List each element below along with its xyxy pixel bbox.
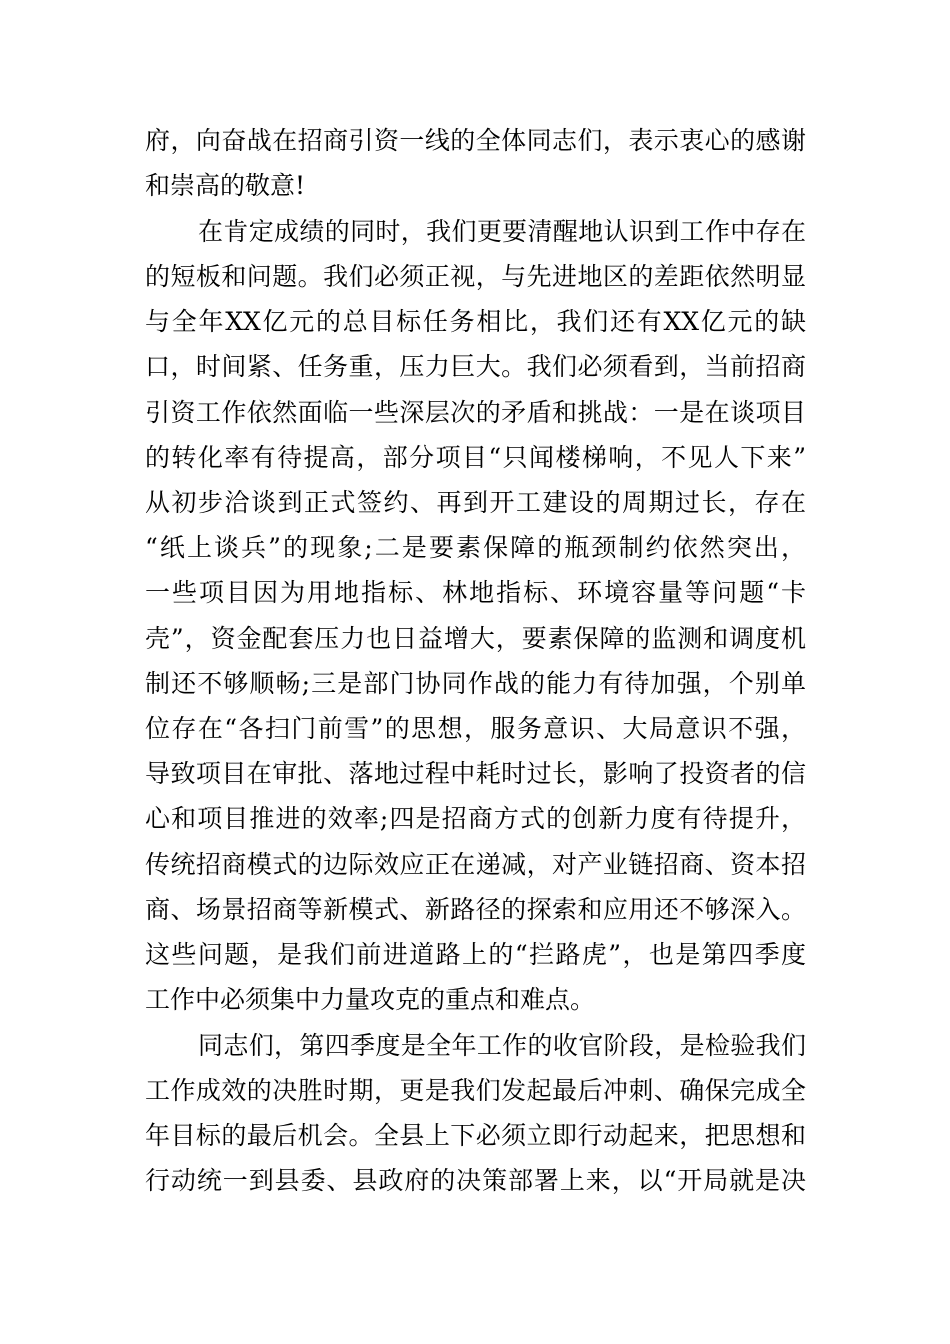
text-line: 和崇高的敬意! [145,171,306,200]
text-line: 口，时间紧、任务重，压力巨大。我们必须看到，当前招商 [145,352,806,381]
text-line: 与全年XX亿元的总目标任务相比，我们还有XX亿元的缺 [145,307,806,336]
text-line: 工作成效的决胜时期，更是我们发起最后冲刺、确保完成全 [145,1076,806,1105]
text-line: 年目标的最后机会。全县上下必须立即行动起来，把思想和 [145,1121,806,1150]
text-line: 的转化率有待提高，部分项目“只闻楼梯响，不见人下来” [145,443,806,472]
text-line: 制还不够顺畅;三是部门协同作战的能力有待加强，个别单 [145,669,806,698]
text-line: 在肯定成绩的同时，我们更要清醒地认识到工作中存在 [198,217,806,246]
text-line: 这些问题，是我们前进道路上的“拦路虎”，也是第四季度 [145,940,806,969]
text-line: 导致项目在审批、落地过程中耗时过长，影响了投资者的信 [145,759,806,788]
text-line: 传统招商模式的边际效应正在递减，对产业链招商、资本招 [145,850,806,879]
text-line: 府，向奋战在招商引资一线的全体同志们，表示衷心的感谢 [145,126,806,155]
text-line: 行动统一到县委、县政府的决策部署上来，以“开局就是决 [145,1166,806,1195]
text-line: 的短板和问题。我们必须正视，与先进地区的差距依然明显 [145,262,806,291]
text-line: 壳”，资金配套压力也日益增大，要素保障的监测和调度机 [145,624,806,653]
text-line: 同志们，第四季度是全年工作的收官阶段，是检验我们 [198,1031,806,1060]
text-line: 心和项目推进的效率;四是招商方式的创新力度有待提升， [145,804,806,833]
text-line: 引资工作依然面临一些深层次的矛盾和挑战：一是在谈项目 [145,398,806,427]
text-line: 一些项目因为用地指标、林地指标、环境容量等问题“卡 [145,578,806,607]
text-line: “纸上谈兵”的现象;二是要素保障的瓶颈制约依然突出， [145,533,806,562]
text-line: 商、场景招商等新模式、新路径的探索和应用还不够深入。 [145,895,806,924]
text-line: 工作中必须集中力量攻克的重点和难点。 [145,985,596,1014]
text-line: 位存在“各扫门前雪”的思想，服务意识、大局意识不强， [145,714,806,743]
text-line: 从初步洽谈到正式签约、再到开工建设的周期过长，存在 [145,488,806,517]
